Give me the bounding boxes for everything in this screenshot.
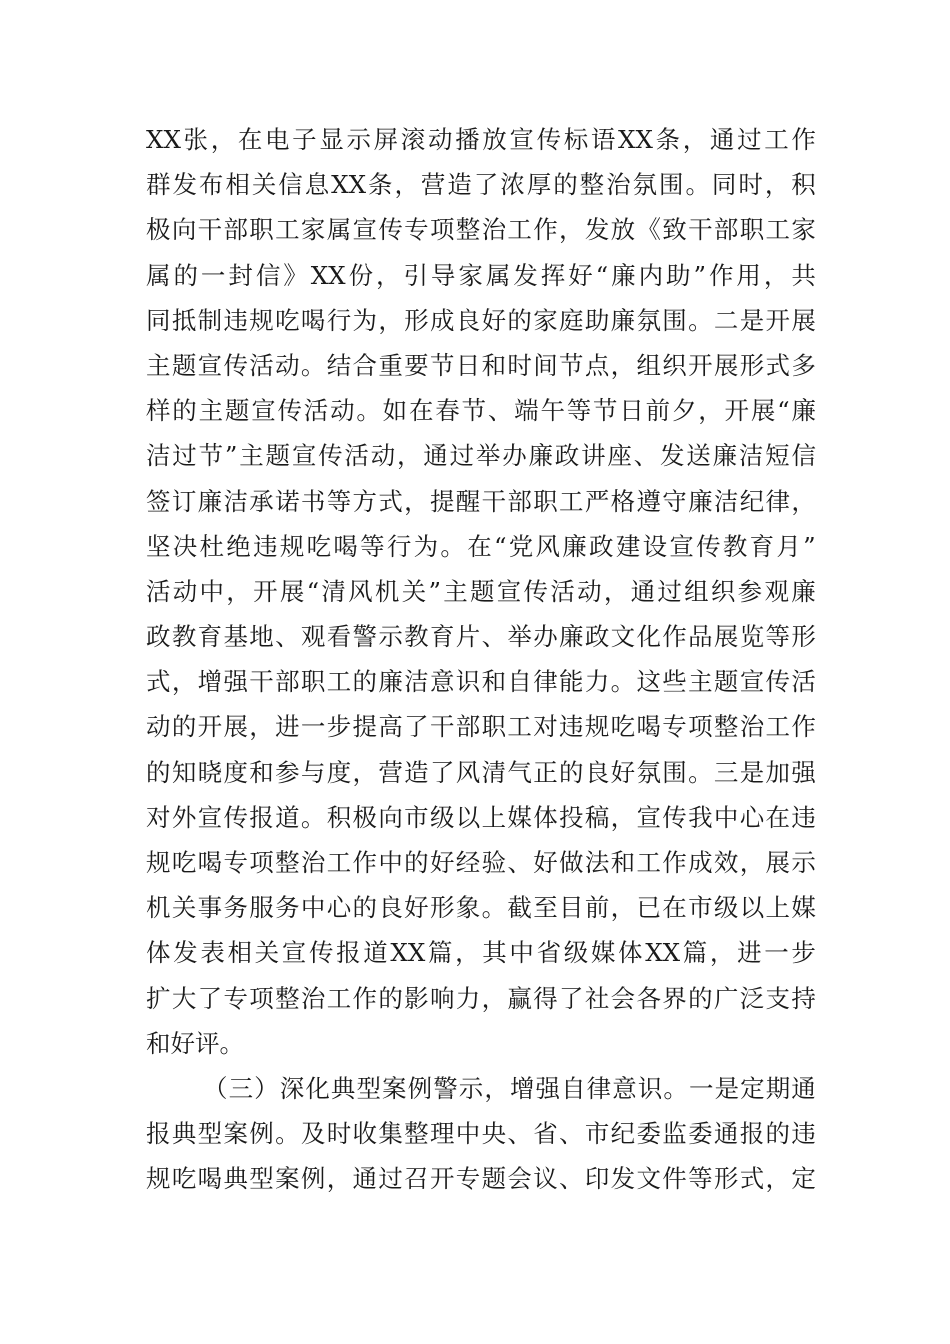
text-line: 活 动 中 ， 开 展 “ 清 风 机 关 ” 主 题 宣 传 活 动 ， 通 过 组 织 参 观 廉	[146, 576, 816, 606]
text-line: （ 三 ） 深 化 典 型 案 例 警 示 ， 增 强 自 律 意 识 。 一 是 定 期 通	[203, 1073, 816, 1103]
text-line: 属 的 一 封 信 》 XX 份 ， 引 导 家 属 发 挥 好 “ 廉 内 助 ” 作 用 ， 共	[146, 260, 816, 290]
text-line: 极 向 干 部 职 工 家 属 宣 传 专 项 整 治 工 作 ， 发 放 《 致 干 部 职 工 家	[146, 215, 816, 245]
text-line: 规 吃 喝 典 型 案 例 ， 通 过 召 开 专 题 会 议 、 印 发 文 件 等 形 式 ， 定	[146, 1164, 816, 1194]
text-line: 和好评。	[146, 1028, 244, 1058]
text-line: 体 发 表 相 关 宣 传 报 道 XX 篇 ， 其 中 省 级 媒 体 XX 篇 ， 进 一 步	[146, 938, 816, 968]
paragraph-2	[146, 1066, 816, 1202]
text-line: 签 订 廉 洁 承 诺 书 等 方 式 ， 提 醒 干 部 职 工 严 格 遵 守 廉 洁 纪 律 ，	[146, 486, 816, 516]
text-line: 动 的 开 展 ， 进 一 步 提 高 了 干 部 职 工 对 违 规 吃 喝 专 项 整 治 工 作	[146, 712, 816, 742]
text-line: 的 知 晓 度 和 参 与 度 ， 营 造 了 风 清 气 正 的 良 好 氛 围 。 三 是 加 强	[146, 757, 816, 787]
text-line: XX 张 ， 在 电 子 显 示 屏 滚 动 播 放 宣 传 标 语 XX 条 ， 通 过 工 作	[146, 125, 816, 154]
text-line: 对 外 宣 传 报 道 。 积 极 向 市 级 以 上 媒 体 投 稿 ， 宣 传 我 中 心 在 违	[146, 802, 816, 832]
text-line: 主 题 宣 传 活 动 。 结 合 重 要 节 日 和 时 间 节 点 ， 组 织 开 展 形 式 多	[146, 350, 816, 380]
text-line: 坚 决 杜 绝 违 规 吃 喝 等 行 为 。 在 “ 党 风 廉 政 建 设 宣 传 教 育 月 ”	[146, 531, 816, 561]
text-line: 报 典 型 案 例 。 及 时 收 集 整 理 中 央 、 省 、 市 纪 委 监 委 通 报 的 违	[146, 1119, 816, 1149]
text-line: 规 吃 喝 专 项 整 治 工 作 中 的 好 经 验 、 好 做 法 和 工 作 成 效 ， 展 示	[146, 848, 816, 877]
text-line: 洁 过 节 ” 主 题 宣 传 活 动 ， 通 过 举 办 廉 政 讲 座 、 发 送 廉 洁 短 信	[146, 441, 816, 471]
body-text	[146, 117, 816, 1202]
text-line: 式 ， 增 强 干 部 职 工 的 廉 洁 意 识 和 自 律 能 力 。 这 些 主 题 宣 传 活	[146, 667, 816, 697]
text-line: 同 抵 制 违 规 吃 喝 行 为 ， 形 成 良 好 的 家 庭 助 廉 氛 围 。 二 是 开 展	[146, 305, 816, 335]
paragraph-1	[146, 117, 816, 1066]
text-line: 群 发 布 相 关 信 息 XX 条 ， 营 造 了 浓 厚 的 整 治 氛 围 。 同 时 ， 积	[146, 170, 816, 200]
text-line: 政 教 育 基 地 、 观 看 警 示 教 育 片 、 举 办 廉 政 文 化 作 品 展 览 等 形	[146, 622, 816, 652]
text-line: 机 关 事 务 服 务 中 心 的 良 好 形 象 。 截 至 目 前 ， 已 在 市 级 以 上 媒	[146, 893, 816, 923]
text-line: 扩 大 了 专 项 整 治 工 作 的 影 响 力 ， 赢 得 了 社 会 各 界 的 广 泛 支 持	[146, 983, 816, 1013]
text-line: 样 的 主 题 宣 传 活 动 。 如 在 春 节 、 端 午 等 节 日 前 夕 ， 开 展 “ 廉	[146, 396, 816, 426]
